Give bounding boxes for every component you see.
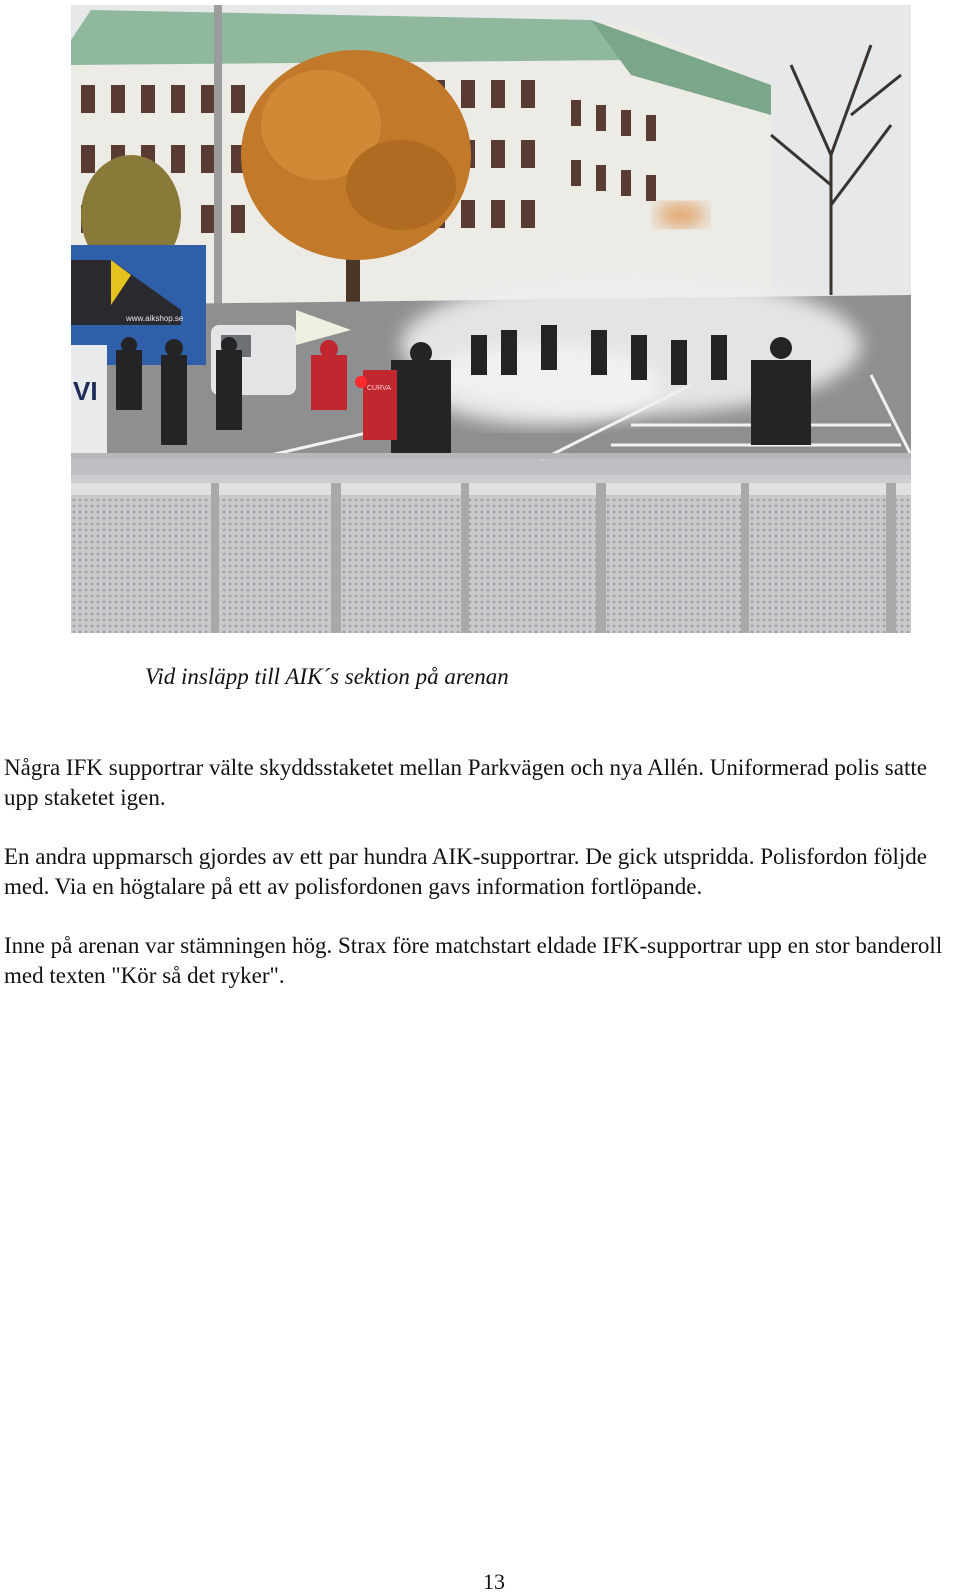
tent-text: www.aikshop.se <box>126 314 184 323</box>
jacket-text: CURVA <box>367 385 391 392</box>
figure-caption: Vid insläpp till AIK´s sektion på arenan <box>145 664 509 689</box>
photo-figure <box>71 5 911 633</box>
page-number: 13 <box>483 1569 505 1594</box>
sign-text: VI <box>73 376 98 406</box>
crowd-barrier <box>71 453 911 633</box>
paragraph: Inne på arenan var stämningen hög. Strax före matchstart eldade IFK-supportrar upp en stor banderoll med texten "Kör så det ryker". <box>4 933 943 988</box>
paragraph: En andra uppmarsch gjordes av ett par hundra AIK-supportrar. De gick utspridda. Polisfordon följde med. Via en högtalare på ett av polisfordonen gavs information fortlöpande. <box>4 844 927 899</box>
crowd-photo <box>71 5 911 633</box>
paragraph: Några IFK supportrar välte skyddsstaketet mellan Parkvägen och nya Allén. Uniformerad polis satte upp staketet igen. <box>4 755 927 810</box>
lamp-pole <box>214 5 222 325</box>
orange-smoke <box>656 203 706 227</box>
body-text <box>4 753 958 1020</box>
